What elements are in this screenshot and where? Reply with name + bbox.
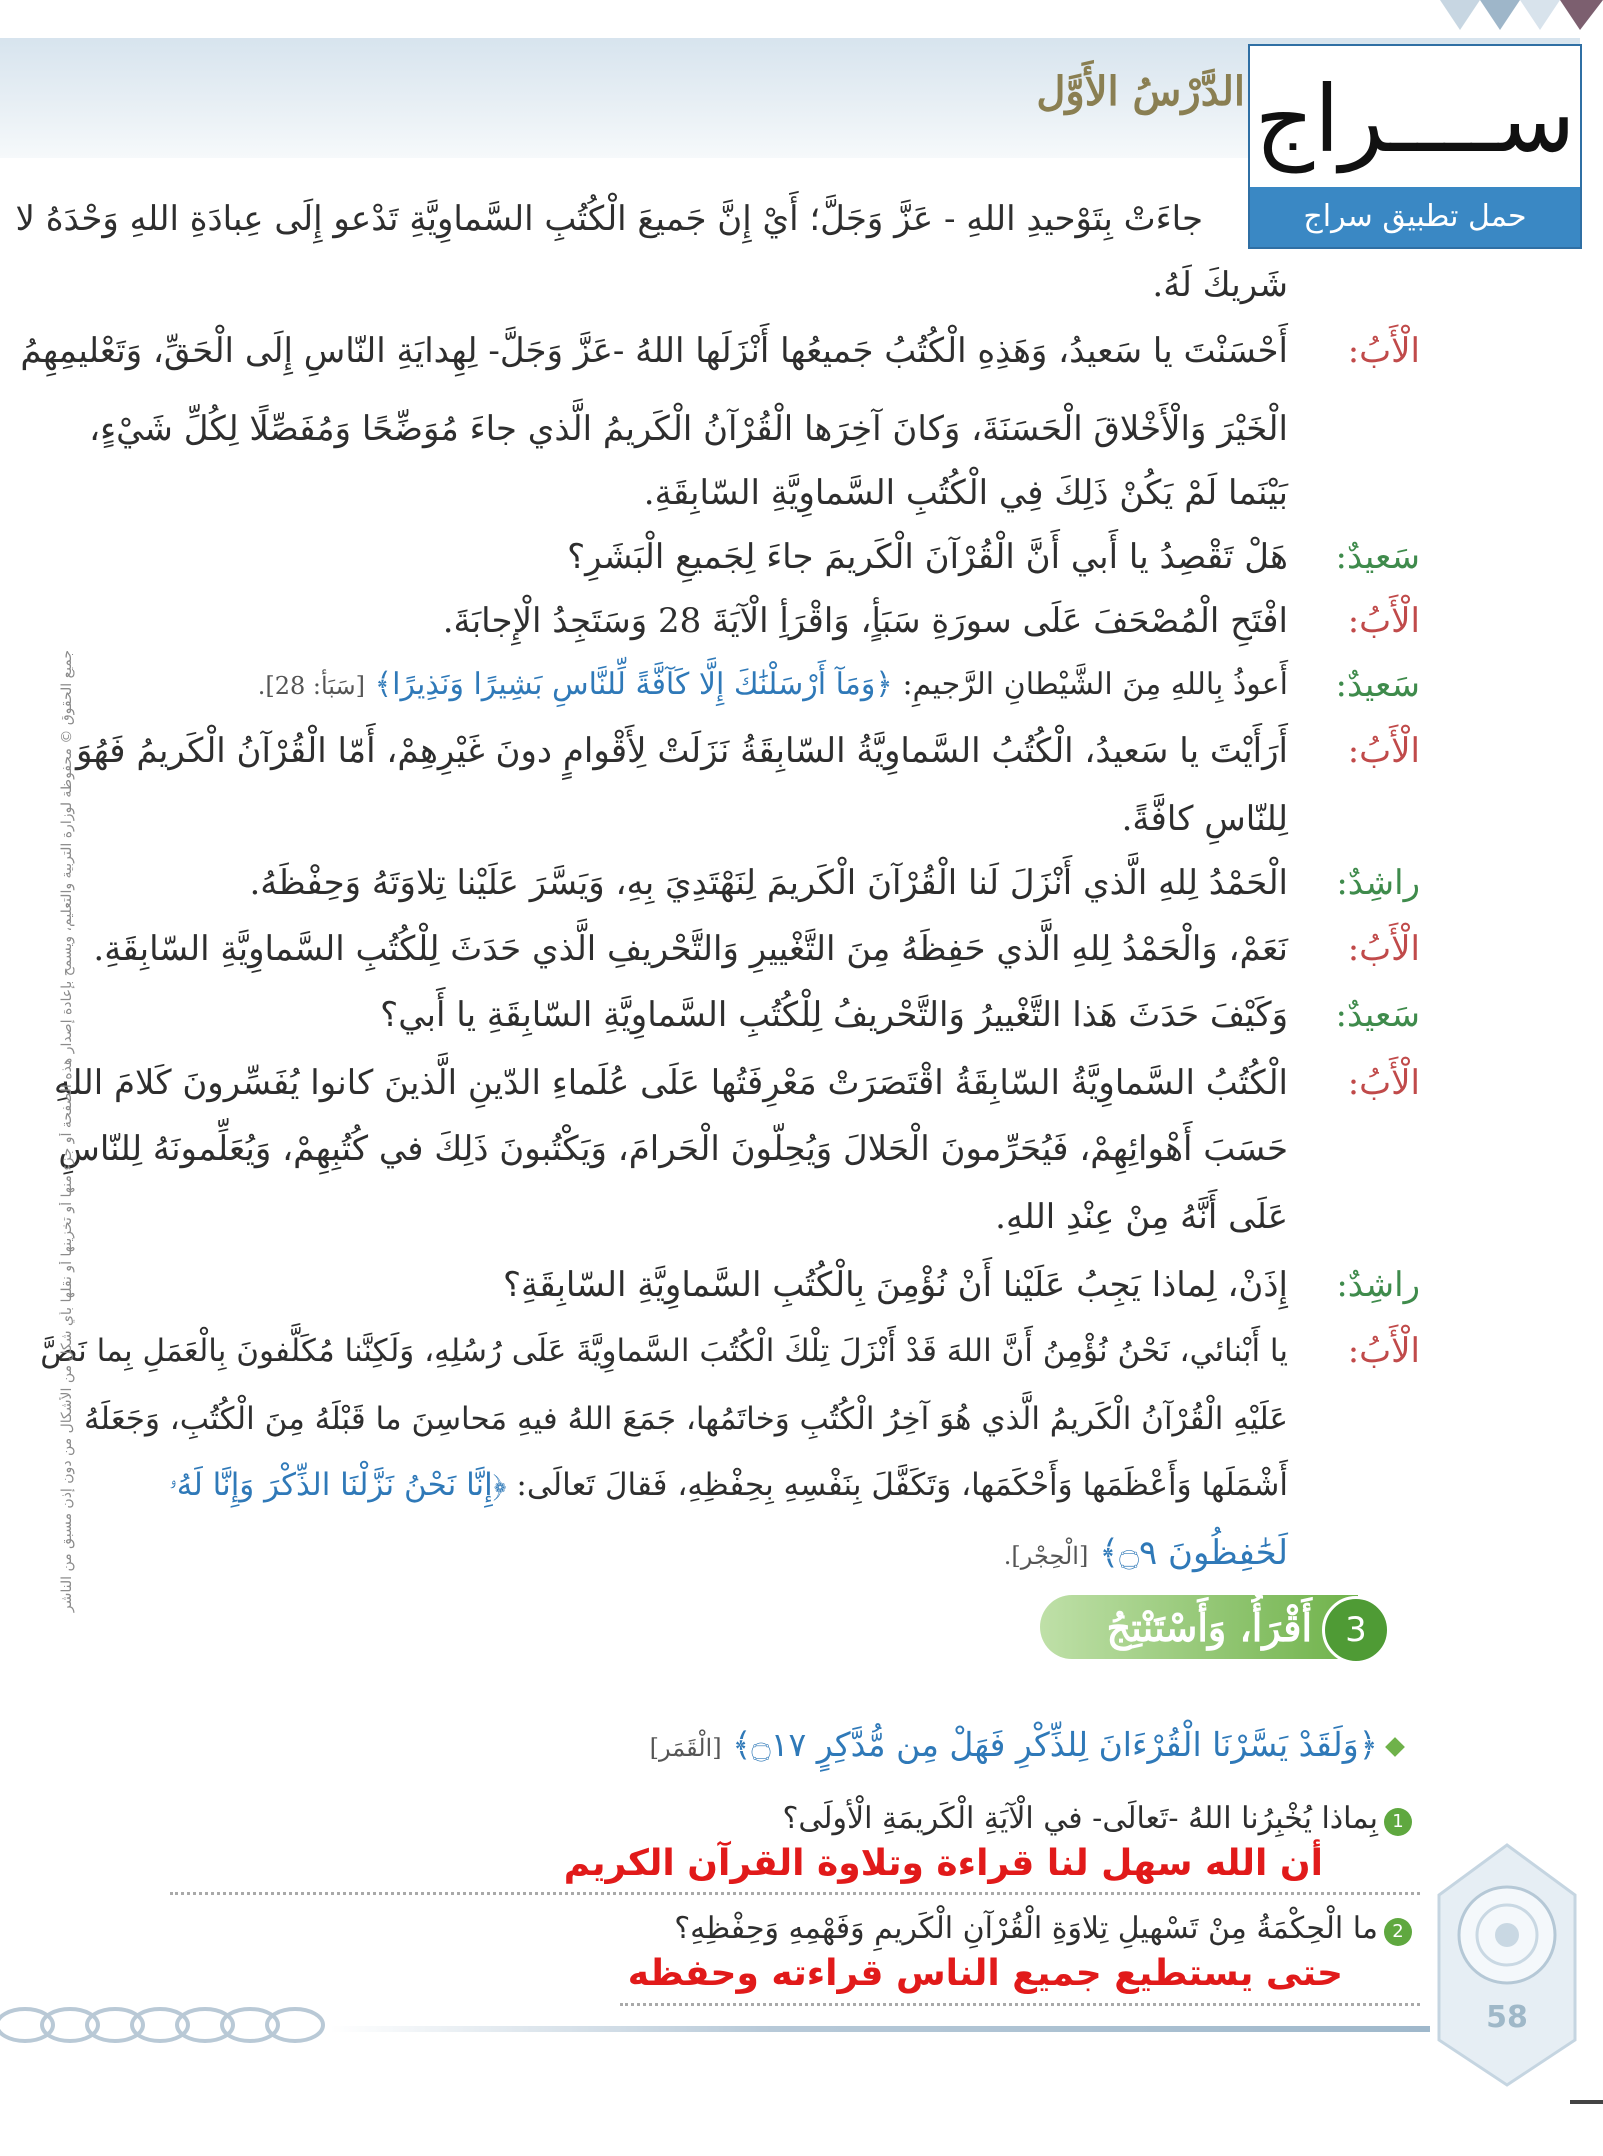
dialogue-line: يا أَبْنائي، نَحْنُ نُؤْمِنُ أَنَّ اللهَ قَدْ أَنْزَلَ تِلْكَ الْكُتُبَ السَّماوِيَّةَ عَلَى رُسُلِهِ، وَلَكِنَّنا مُكَلَّفونَ بِالْعَمَلِ بِما نَصَّ xyxy=(40,1333,1288,1369)
copyright-notice: جميع الحقوق © محفوظة لوزارة التربية والتعليم، ويسمح بإعادة إصدار هذه الصفحة أو جزء منها أو تخزينها أو نقلها بأي شكل من الأشكال من دون إذن مسبق من الناشر xyxy=(59,649,75,1613)
answer-1[interactable]: أن الله سهل لنا قراءة وتلاوة القرآن الكريم xyxy=(563,1843,1323,1884)
dialogue-line xyxy=(169,1462,1288,1508)
page-medallion xyxy=(1425,1840,1590,2090)
dialogue-line: حَسَبَ أَهْوائِهِمْ، فَيُحَرِّمونَ الْحَلالَ وَيُحِلّونَ الْحَرامَ، وَيَكْتُبونَ ذَلِكَ في كُتُبِهِمْ، وَيُعَلِّمونَهُ لِلنّاسِ xyxy=(58,1129,1288,1169)
speaker-father: الْأَبُ: xyxy=(1347,731,1420,771)
verse-reference: [الْقَمَر] xyxy=(649,1734,722,1762)
corner-ornament xyxy=(1440,0,1603,36)
speech-text: أَشْمَلَها وَأَعْظَمَها وَأَحْكَمَها، وَتَكَفَّلَ بِنَفْسِهِ بِحِفْظِهِ، فَقالَ تَعالَى: xyxy=(516,1467,1288,1503)
dialogue-line: إِذَنْ، لِماذا يَجِبُ عَلَيْنا أَنْ نُؤْمِنَ بِالْكُتُبِ السَّماوِيَّةِ السّابِقَةِ؟ xyxy=(502,1265,1288,1305)
bottom-mark xyxy=(1570,2100,1603,2104)
answer-2[interactable]: حتى يستطيع جميع الناس قراءته وحفظه xyxy=(627,1953,1343,1994)
dialogue-line: عَلَى أَنَّهُ مِنْ عِنْدِ اللهِ. xyxy=(995,1197,1288,1237)
dialogue-line: الْخَيْرَ وَالْأَخْلاقَ الْحَسَنَةَ، وَكانَ آخِرَها الْقُرْآنُ الْكَريمُ الَّذي جاءَ مُوَضِّحًا وَمُفَصِّلًا لِكُلِّ شَيْءٍ، xyxy=(89,409,1288,449)
speaker-rashed: راشِدٌ: xyxy=(1336,1265,1420,1305)
verse-reference: [الْحِجْر]. xyxy=(1003,1542,1089,1570)
dialogue-line: نَعَمْ، وَالْحَمْدُ لِلهِ الَّذي حَفِظَهُ مِنَ التَّغْييرِ وَالتَّحْريفِ الَّذي حَدَثَ لِلْكُتُبِ السَّماوِيَّةِ السّابِقَةِ. xyxy=(93,929,1288,969)
speaker-father: الْأَبُ: xyxy=(1347,929,1420,969)
question-number: 1 xyxy=(1384,1808,1412,1836)
footer-rule xyxy=(330,2026,1430,2032)
verse-reference: [سَبَأ: 28]. xyxy=(257,672,365,700)
dialogue-line: بَيْنَما لَمْ يَكُنْ ذَلِكَ فِي الْكُتُبِ السَّماوِيَّةِ السّابِقَةِ. xyxy=(643,473,1288,513)
speaker-saeed: سَعيدٌ: xyxy=(1335,995,1420,1035)
dialogue-line: أَرَأَيْتَ يا سَعيدُ، الْكُتُبُ السَّماوِيَّةُ السّابِقَةُ نَزَلَتْ لِأَقْوامٍ دونَ غَيْرِهِمْ، أَمّا الْقُرْآنُ الْكَريمُ فَهُوَ xyxy=(76,731,1288,771)
speaker-saeed: سَعيدٌ: xyxy=(1335,537,1420,577)
speaker-rashed: راشِدٌ: xyxy=(1336,863,1420,903)
dialogue-line xyxy=(1004,1530,1288,1579)
question-1: بِماذا يُخْبِرُنا اللهُ -تَعالَى- في الْآيَةِ الْكَريمَةِ الْأولَى؟ xyxy=(782,1801,1378,1836)
speaker-father: الْأَبُ: xyxy=(1347,1331,1420,1371)
logo-tagline: حمل تطبيق سراج xyxy=(1250,187,1580,247)
dialogue-line: لِلنّاسِ كافَّةً. xyxy=(1121,799,1288,839)
speaker-father: الْأَبُ: xyxy=(1347,1063,1420,1103)
speech-text: أَعوذُ بِاللهِ مِنَ الشَّيْطانِ الرَّجيمِ: xyxy=(902,667,1288,702)
dialogue-line: وَكَيْفَ حَدَثَ هَذا التَّغْييرُ وَالتَّحْريفُ لِلْكُتُبِ السَّماوِيَّةِ السّابِقَةِ يا أَبي؟ xyxy=(380,995,1288,1035)
page-number: 58 xyxy=(1486,2000,1528,2035)
section-verse-line xyxy=(650,1722,1378,1771)
intro-line-2: شَريكَ لَهُ. xyxy=(1152,265,1288,305)
speaker-father: الْأَبُ: xyxy=(1347,331,1420,371)
bullet-icon xyxy=(1385,1737,1405,1757)
intro-line-1: جاءَتْ بِتَوْحيدِ اللهِ - عَزَّ وَجَلَّ؛ أَيْ إِنَّ جَميعَ الْكُتُبِ السَّماوِيَّةِ تَدْعو إِلَى عِبادَةِ اللهِ وَحْدَهُ لا xyxy=(15,199,1203,239)
question-number: 2 xyxy=(1384,1918,1412,1946)
dialogue-line: أَحْسَنْتَ يا سَعيدُ، وَهَذِهِ الْكُتُبُ جَميعُها أَنْزَلَها اللهُ -عَزَّ وَجَلَّ- لِهِدايَةِ النّاسِ إِلَى الْحَقِّ، وَتَعْليمِهِمُ xyxy=(20,331,1288,371)
siraj-logo xyxy=(1248,44,1582,249)
dialogue-line: افْتَحِ الْمُصْحَفَ عَلَى سورَةِ سَبَأٍ، وَاقْرَأِ الْآيَةَ 28 وَسَتَجِدُ الْإِجابَةَ. xyxy=(442,601,1288,641)
section-number: 3 xyxy=(1322,1596,1390,1664)
question-2: ما الْحِكْمَةُ مِنْ تَسْهيلِ تِلاوَةِ الْقُرْآنِ الْكَريمِ وَفَهْمِهِ وَحِفْظِهِ؟ xyxy=(674,1911,1378,1946)
quran-verse: ﴿وَمَآ أَرْسَلْنَٰكَ إِلَّا كَآفَّةً لِّلنَّاسِ بَشِيرًا وَنَذِيرًا﴾ xyxy=(374,667,893,702)
lesson-title: الدَّرْسُ الأَوَّل xyxy=(1036,68,1245,115)
dialogue-line: هَلْ تَقْصِدُ يا أَبي أَنَّ الْقُرْآنَ الْكَريمَ جاءَ لِجَميعِ الْبَشَرِ؟ xyxy=(567,537,1288,577)
answer-line xyxy=(620,2003,1420,2006)
chain-ornament xyxy=(0,1990,350,2060)
quran-verse: ﴿إِنَّا نَحْنُ نَزَّلْنَا الذِّكْرَ وَإِنَّا لَهُۥ xyxy=(168,1467,507,1503)
dialogue-line xyxy=(258,662,1288,709)
answer-line xyxy=(170,1892,1420,1895)
speaker-saeed: سَعيدٌ: xyxy=(1335,665,1420,705)
quran-verse: ﴿وَلَقَدْ يَسَّرْنَا الْقُرْءَانَ لِلذِّكْرِ فَهَلْ مِن مُّدَّكِرٍ ۝١٧﴾ xyxy=(732,1725,1378,1764)
speaker-father: الْأَبُ: xyxy=(1347,601,1420,641)
section-title: أَقْرَأُ، وَأَسْتَنْتِجُ xyxy=(1106,1605,1312,1650)
dialogue-line: الْحَمْدُ لِلهِ الَّذي أَنْزَلَ لَنا الْقُرْآنَ الْكَريمَ لِنَهْتَدِيَ بِهِ، وَيَسَّرَ عَلَيْنا تِلاوَتَهُ وَحِفْظَهُ. xyxy=(249,863,1288,903)
dialogue-line: الْكُتُبُ السَّماوِيَّةُ السّابِقَةُ اقْتَصَرَتْ مَعْرِفَتُها عَلَى عُلَماءِ الدّينِ الَّذينَ كانوا يُفَسِّرونَ كَلامَ اللهِ xyxy=(53,1063,1288,1103)
logo-word: ســــراج xyxy=(1254,66,1576,173)
dialogue-line: عَلَيْهِ الْقُرْآنُ الْكَريمُ الَّذي هُوَ آخِرُ الْكُتُبِ وَخاتَمُها، جَمَعَ اللهُ فيهِ مَحاسِنَ ما قَبْلَهُ مِنَ الْكُتُبِ، وَجَعَلَهُ xyxy=(83,1401,1288,1437)
quran-verse: لَحَٰفِظُونَ ۝٩﴾ xyxy=(1099,1533,1288,1573)
